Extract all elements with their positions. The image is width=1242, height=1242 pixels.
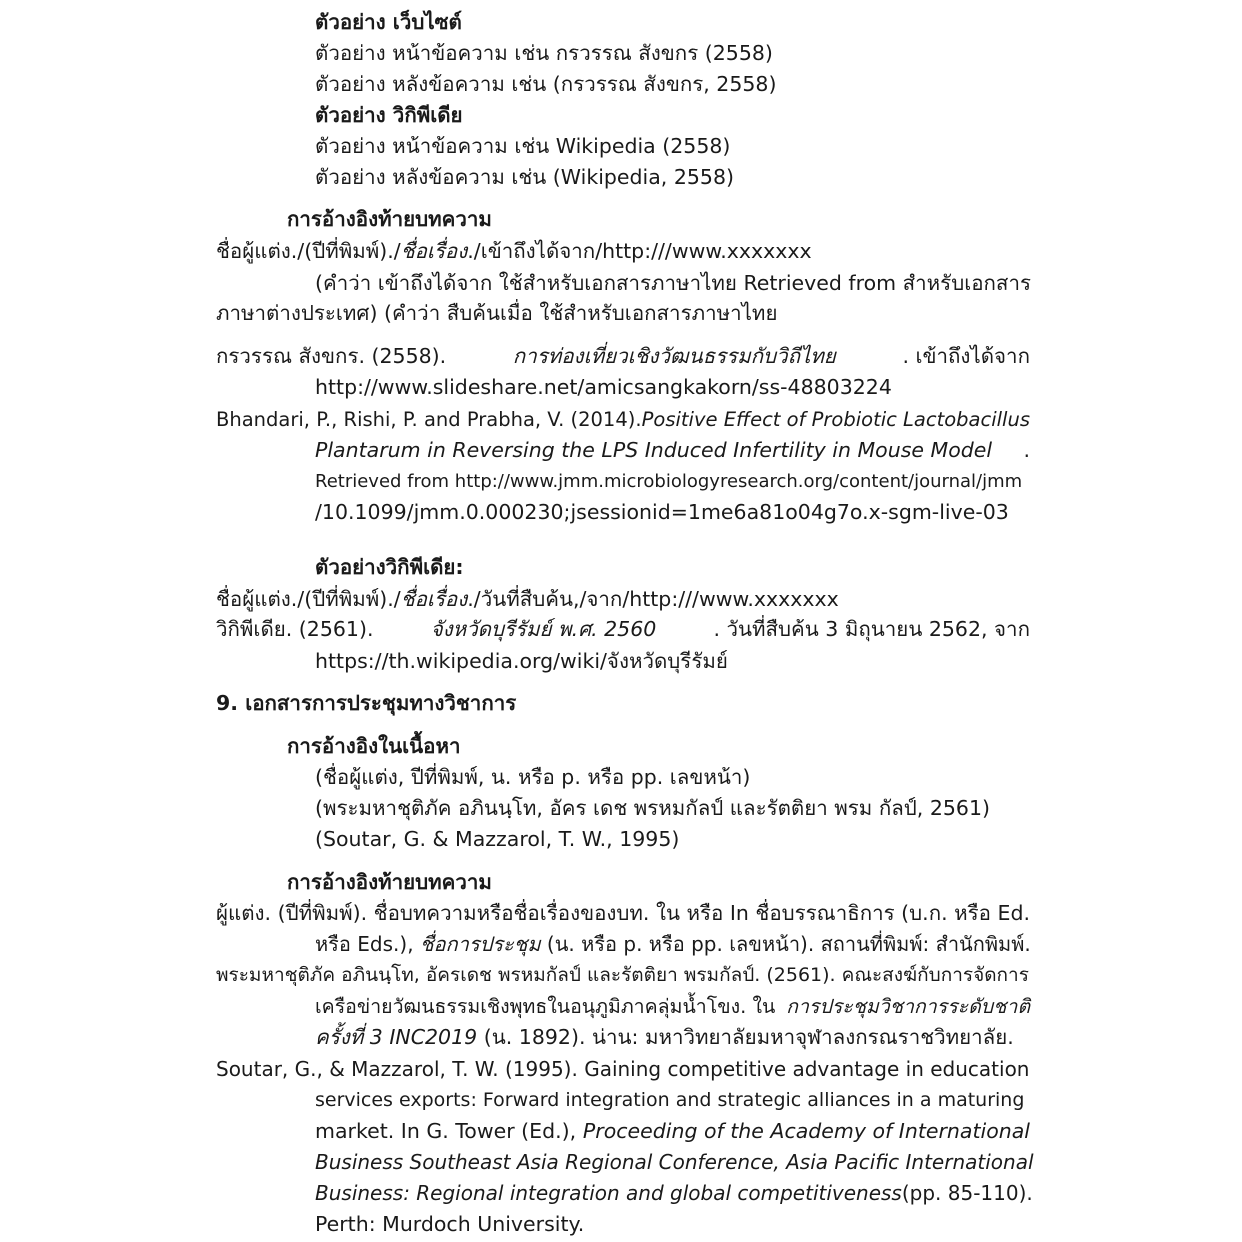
section-9-in-text-format: (ชื่อผู้แต่ง, ปีที่พิมพ์, น. หรือ p. หรือ pp. เลขหน้า) [315,765,751,789]
wiki-reference-format: ชื่อผู้แต่ง./(ปีที่พิมพ์)./ชื่อเรื่อง./วันที่สืบค้น,/จาก/http:///www.xxxxxxx [216,587,839,611]
wiki-example-before: ตัวอย่าง หน้าข้อความ เช่น Wikipedia (2558) [315,134,731,158]
website-example-before: ตัวอย่าง หน้าข้อความ เช่น กรวรรณ สังขกร (2558) [315,41,773,65]
section-9-in-text-example-1: (พระมหาชุติภัค อภินนฺโท, อัคร เดช พรหมกัลป์ และรัตติยา พรม กัลป์, 2561) [315,796,991,820]
wiki-example-after: ตัวอย่าง หลังข้อความ เช่น (Wikipedia, 2558) [315,165,734,189]
section-9-ref-1-line-2: เครือข่ายวัฒนธรรมเชิงพุทธในอนุภูมิภาคลุ่มน้ำโขง. ใน การประชุมวิชาการระดับชาติ [315,995,1030,1018]
section-9-end-ref-heading: การอ้างอิงท้ายบทความ [287,870,492,894]
web-reference-format: ชื่อผู้แต่ง./(ปีที่พิมพ์)./ชื่อเรื่อง./เข้าถึงได้จาก/http:///www.xxxxxxx [216,239,812,263]
section-9-format-line-2: หรือ Eds.), ชื่อการประชุม (น. หรือ p. หรือ pp. เลขหน้า). สถานที่พิมพ์: สำนักพิมพ์. [315,932,1031,956]
web-reference-entry-1-url: http://www.slideshare.net/amicsangkakorn/ss-48803224 [315,375,892,399]
web-reference-entry-2-url-1: Retrieved from http://www.jmm.microbiologyresearch.org/content/journal/jmm [315,471,1023,492]
section-9-ref-1-line-3: ครั้งที่ 3 INC2019 (น. 1892). น่าน: มหาวิทยาลัยมหาจุฬาลงกรณราชวิทยาลัย. [315,1025,1014,1049]
section-9-ref-2-line-1: Soutar, G., & Mazzarol, T. W. (1995). Gaining competitive advantage in education [216,1057,1030,1081]
website-example-after: ตัวอย่าง หลังข้อความ เช่น (กรวรรณ สังขกร, 2558) [315,72,777,96]
section-9-ref-2-line-3: market. In G. Tower (Ed.), Proceeding of the Academy of International [315,1119,1030,1143]
website-example-heading: ตัวอย่าง เว็บไซต์ [315,10,462,34]
section-9-ref-1-line-1: พระมหาชุติภัค อภินนฺโท, อัครเดช พรหมกัลป์ และรัตติยา พรมกัลป์. (2561). คณะสงฆ์กับการจัดการ [216,964,1029,986]
wiki-reference-entry-url: https://th.wikipedia.org/wiki/จังหวัดบุรีรัมย์ [315,649,728,673]
section-9-format-line-1: ผู้แต่ง. (ปีที่พิมพ์). ชื่อบทความหรือชื่อเรื่องของบท. ใน หรือ In ชื่อบรรณาธิการ (บ.ก. หรือ Ed. [216,901,1030,925]
section-9-in-text-example-2: (Soutar, G. & Mazzarol, T. W., 1995) [315,827,680,851]
section-9-ref-2-line-2: services exports: Forward integration and strategic alliances in a maturing [315,1089,1025,1111]
wiki-example-heading: ตัวอย่าง วิกิพีเดีย [315,103,463,127]
section-9-ref-2-line-6: Perth: Murdoch University. [315,1212,585,1236]
web-reference-entry-2-title: Plantarum in Reversing the LPS Induced Infertility in Mouse Model . [315,438,1030,462]
section-9-ref-2-line-5: Business: Regional integration and global competitiveness (pp. 85-110). [315,1181,1033,1205]
wiki-references-heading: ตัวอย่างวิกิพีเดีย: [315,555,464,579]
section-9-in-text-heading: การอ้างอิงในเนื้อหา [287,734,461,758]
section-9-ref-2-line-4: Business Southeast Asia Regional Conference, Asia Pacific International [315,1150,1034,1174]
web-references-heading: การอ้างอิงท้ายบทความ [287,207,492,231]
web-reference-note-line2: ภาษาต่างประเทศ) (คำว่า สืบค้นเมื่อ ใช้สำหรับเอกสารภาษาไทย [216,301,778,325]
web-reference-entry-1: กรวรรณ สังขกร. (2558). การท่องเที่ยวเชิงวัฒนธรรมกับวิถีไทย . เข้าถึงได้จาก [216,344,1030,368]
section-9-title: 9. เอกสารการประชุมทางวิชาการ [216,691,517,715]
web-reference-note-line1: (คำว่า เข้าถึงได้จาก ใช้สำหรับเอกสารภาษาไทย Retrieved from สำหรับเอกสาร [315,271,1031,295]
web-reference-entry-2: Bhandari, P., Rishi, P. and Prabha, V. (2014). Positive Effect of Probiotic Lactobacillus [216,408,1030,431]
wiki-reference-entry: วิกิพีเดีย. (2561). จังหวัดบุรีรัมย์ พ.ศ. 2560 . วันที่สืบค้น 3 มิถุนายน 2562, จาก [216,617,1030,641]
web-reference-entry-2-url-2: /10.1099/jmm.0.000230;jsessionid=1me6a81o04g7o.x-sgm-live-03 [315,500,1009,524]
